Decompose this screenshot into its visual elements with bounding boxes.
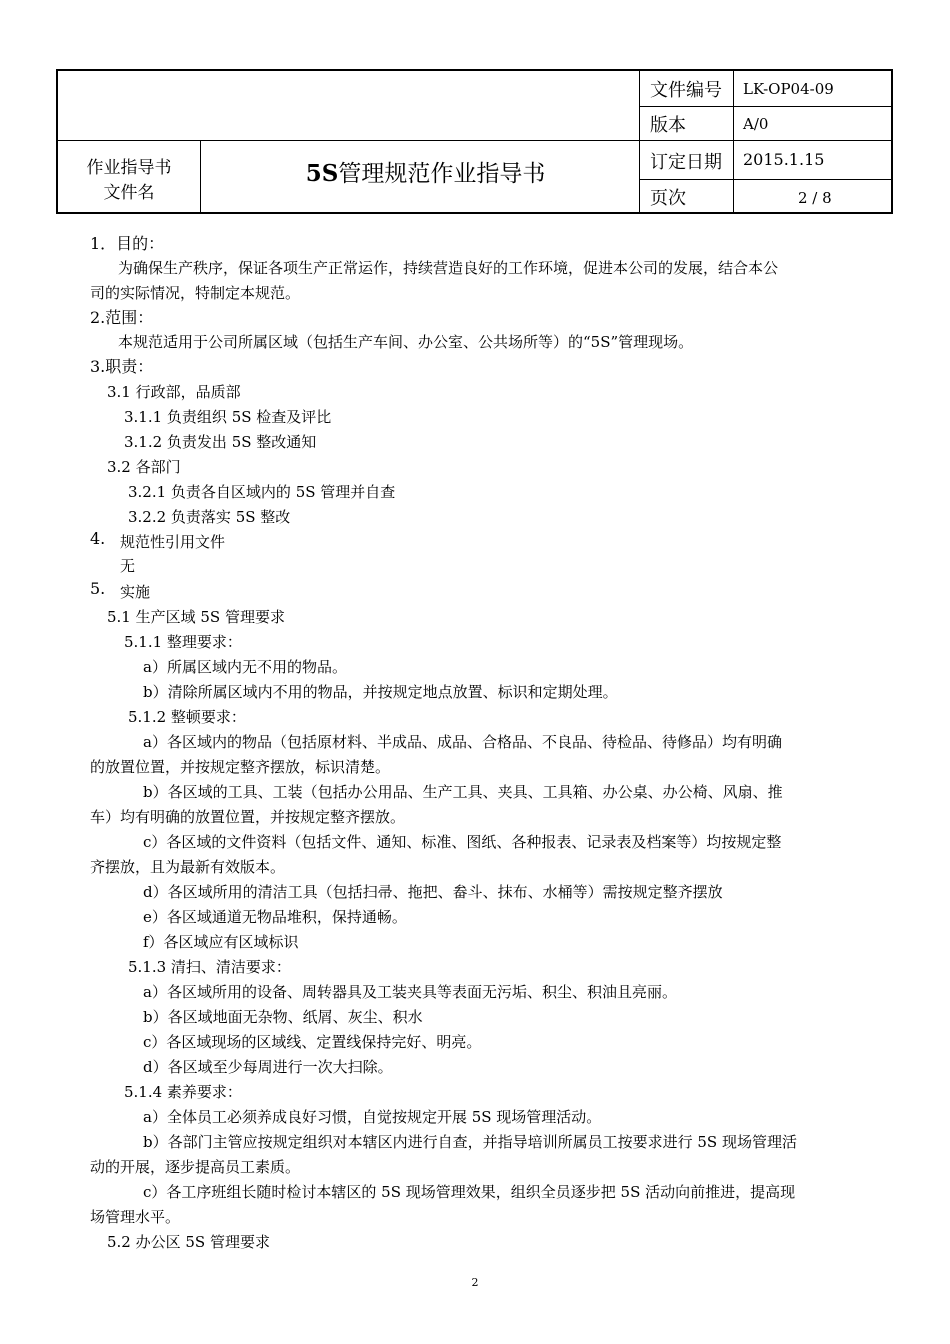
list-item: 齐摆放，且为最新有效版本。 xyxy=(90,858,286,876)
section-number: 5. xyxy=(90,579,106,598)
section-heading: 1．目的： xyxy=(90,234,165,253)
list-item: b）各区域的工具、工装（包括办公用品、生产工具、夹具、工具箱、办公桌、办公椅、风扇、推 xyxy=(143,783,783,801)
list-item: a）所属区域内无不用的物品。 xyxy=(143,658,347,676)
subsection-heading: 5.2 办公区 5S 管理要求 xyxy=(107,1233,270,1251)
paragraph-line: 为确保生产秩序，保证各项生产正常运作，持续营造良好的工作环境，促进本公司的发展，结合本公 xyxy=(118,259,779,277)
list-item: e）各区域通道无物品堆积，保持通畅。 xyxy=(143,908,407,926)
page-value: 2 / 8 xyxy=(798,189,832,207)
list-item: d）各区域所用的清洁工具（包括扫帚、拖把、畚斗、抹布、水桶等）需按规定整齐摆放 xyxy=(143,883,723,901)
subsection-heading: 3.2 各部门 xyxy=(107,458,181,476)
subsection-heading: 5.1.2 整顿要求： xyxy=(128,708,246,726)
header-divider xyxy=(639,106,891,107)
header-divider xyxy=(639,71,640,214)
list-item: 场管理水平。 xyxy=(90,1208,181,1226)
subsection-heading: 3.1 行政部，品质部 xyxy=(107,383,241,401)
header-divider xyxy=(733,71,734,214)
list-item: 3.1.1 负责组织 5S 检查及评比 xyxy=(124,408,332,426)
list-item: d）各区域至少每周进行一次大扫除。 xyxy=(143,1058,393,1076)
section-heading: 规范性引用文件 xyxy=(120,533,226,551)
section-heading: 实施 xyxy=(120,583,151,601)
paragraph-line: 司的实际情况，特制定本规范。 xyxy=(90,284,301,302)
header-divider xyxy=(639,179,891,180)
list-item: a）全体员工必须养成良好习惯，自觉按规定开展 5S 现场管理活动。 xyxy=(143,1108,602,1126)
list-item: c）各区域的文件资料（包括文件、通知、标准、图纸、各种报表、记录表及档案等）均按规定整 xyxy=(143,833,782,851)
list-item: 3.2.1 负责各自区域内的 5S 管理并自查 xyxy=(128,483,396,501)
list-item: b）各区域地面无杂物、纸屑、灰尘、积水 xyxy=(143,1008,423,1026)
list-item: 3.1.2 负责发出 5S 整改通知 xyxy=(124,433,317,451)
subsection-heading: 5.1.1 整理要求： xyxy=(124,633,242,651)
guide-label-2: 文件名 xyxy=(103,183,155,203)
title-rest: 管理规范作业指导书 xyxy=(338,161,546,187)
section-number: 4. xyxy=(90,529,106,548)
paragraph-line: 本规范适用于公司所属区域（包括生产车间、办公室、公共场所等）的“5S”管理现场。 xyxy=(118,333,694,351)
title-prefix: 5S xyxy=(305,160,339,187)
version-value: A/0 xyxy=(743,115,769,133)
document-title xyxy=(208,155,643,188)
section-heading: 3.职责： xyxy=(90,357,154,376)
list-item: a）各区域所用的设备、周转器具及工装夹具等表面无污垢、积尘、积油且亮丽。 xyxy=(143,983,677,1001)
subsection-heading: 5.1.4 素养要求： xyxy=(124,1083,242,1101)
list-item: 动的开展，逐步提高员工素质。 xyxy=(90,1158,301,1176)
list-item: b）清除所属区域内不用的物品，并按规定地点放置、标识和定期处理。 xyxy=(143,683,618,701)
version-label: 版本 xyxy=(650,115,686,136)
list-item: f）各区域应有区域标识 xyxy=(143,933,299,951)
doc-no-value: LK-OP04-09 xyxy=(743,80,834,98)
page-number: 2 xyxy=(471,1276,479,1289)
paragraph-line: 无 xyxy=(120,557,136,575)
list-item: c）各区域现场的区域线、定置线保持完好、明亮。 xyxy=(143,1033,482,1051)
list-item: a）各区域内的物品（包括原材料、半成品、成品、合格品、不良品、待检品、待修品）均有明确 xyxy=(143,733,782,751)
list-item: 的放置位置，并按规定整齐摆放，标识清楚。 xyxy=(90,758,391,776)
guide-label-1: 作业指导书 xyxy=(86,158,172,178)
section-heading: 2.范围： xyxy=(90,308,154,327)
doc-no-label: 文件编号 xyxy=(650,80,722,101)
page-label: 页次 xyxy=(650,188,686,209)
header-divider xyxy=(200,140,201,214)
date-value: 2015.1.15 xyxy=(743,150,825,169)
list-item: 3.2.2 负责落实 5S 整改 xyxy=(128,508,291,526)
subsection-heading: 5.1.3 清扫、清洁要求： xyxy=(128,958,291,976)
list-item: 车）均有明确的放置位置，并按规定整齐摆放。 xyxy=(90,808,406,826)
list-item: c）各工序班组长随时检讨本辖区的 5S 现场管理效果，组织全员逐步把 5S 活动向前推进，提高现 xyxy=(143,1183,796,1201)
header-divider xyxy=(58,140,891,141)
header-table xyxy=(56,69,893,214)
list-item: b）各部门主管应按规定组织对本辖区内进行自查，并指导培训所属员工按要求进行 5S 现场管理活 xyxy=(143,1133,797,1151)
date-label: 订定日期 xyxy=(650,152,722,173)
subsection-heading: 5.1 生产区域 5S 管理要求 xyxy=(107,608,285,626)
